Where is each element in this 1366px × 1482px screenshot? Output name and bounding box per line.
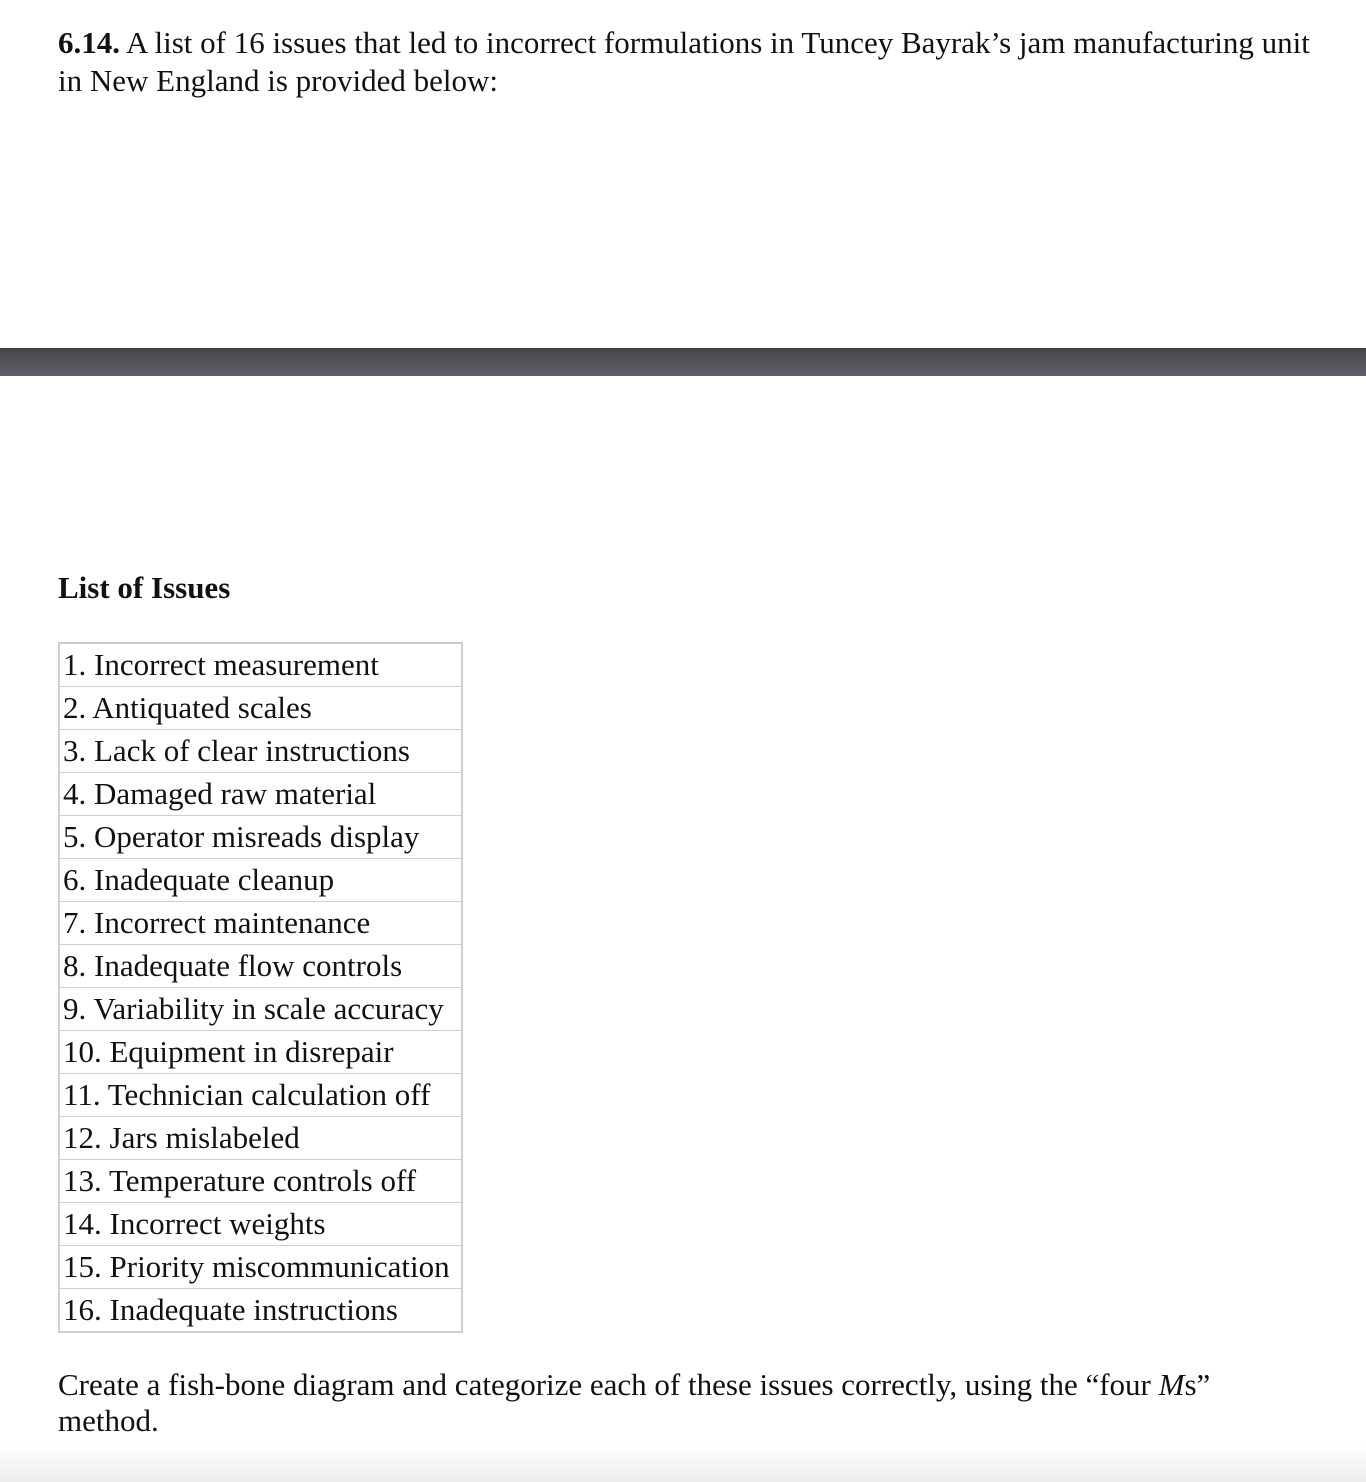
problem-intro-text: A list of 16 issues that led to incorrect formulations in Tuncey Bayrak’s jam manufacturing unit in New England is provided below: bbox=[58, 25, 1310, 98]
page-bottom-shade bbox=[0, 1446, 1366, 1482]
issue-cell: 2. Antiquated scales bbox=[59, 687, 462, 730]
issue-cell: 14. Incorrect weights bbox=[59, 1203, 462, 1246]
closing-text-start: Create a fish-bone diagram and categorize each of these issues correctly, using the “four bbox=[58, 1367, 1159, 1402]
closing-text-end: s” method. bbox=[58, 1367, 1211, 1438]
issue-cell: 11. Technician calculation off bbox=[59, 1074, 462, 1117]
problem-statement bbox=[58, 24, 1318, 100]
issue-cell: 15. Priority miscommunication bbox=[59, 1246, 462, 1289]
issue-cell: 9. Variability in scale accuracy bbox=[59, 988, 462, 1031]
closing-instruction bbox=[58, 1367, 1318, 1439]
table-row bbox=[59, 1289, 462, 1333]
table-row bbox=[59, 1203, 462, 1246]
issue-cell: 10. Equipment in disrepair bbox=[59, 1031, 462, 1074]
issue-cell: 4. Damaged raw material bbox=[59, 773, 462, 816]
issue-cell: 12. Jars mislabeled bbox=[59, 1117, 462, 1160]
table-row bbox=[59, 643, 462, 687]
table-row bbox=[59, 687, 462, 730]
issue-cell: 13. Temperature controls off bbox=[59, 1160, 462, 1203]
table-row bbox=[59, 1074, 462, 1117]
issue-cell: 8. Inadequate flow controls bbox=[59, 945, 462, 988]
table-row bbox=[59, 1031, 462, 1074]
issues-table bbox=[58, 642, 463, 1333]
page-divider bbox=[0, 348, 1366, 376]
table-row bbox=[59, 1117, 462, 1160]
table-row bbox=[59, 902, 462, 945]
problem-number: 6.14. bbox=[58, 25, 120, 60]
list-heading: List of Issues bbox=[58, 570, 231, 605]
table-row bbox=[59, 1246, 462, 1289]
issue-cell: 1. Incorrect measurement bbox=[63, 647, 379, 682]
table-row bbox=[59, 773, 462, 816]
table-row bbox=[59, 1160, 462, 1203]
issue-cell: 7. Incorrect maintenance bbox=[59, 902, 462, 945]
table-row bbox=[59, 816, 462, 859]
table-row bbox=[59, 945, 462, 988]
issue-cell: 3. Lack of clear instructions bbox=[59, 730, 462, 773]
issue-cell: 5. Operator misreads display bbox=[59, 816, 462, 859]
closing-italic-m: M bbox=[1158, 1367, 1185, 1402]
issue-cell: 6. Inadequate cleanup bbox=[59, 859, 462, 902]
issue-cell: 16. Inadequate instructions bbox=[59, 1289, 462, 1333]
table-row bbox=[59, 730, 462, 773]
table-row bbox=[59, 988, 462, 1031]
table-row bbox=[59, 859, 462, 902]
